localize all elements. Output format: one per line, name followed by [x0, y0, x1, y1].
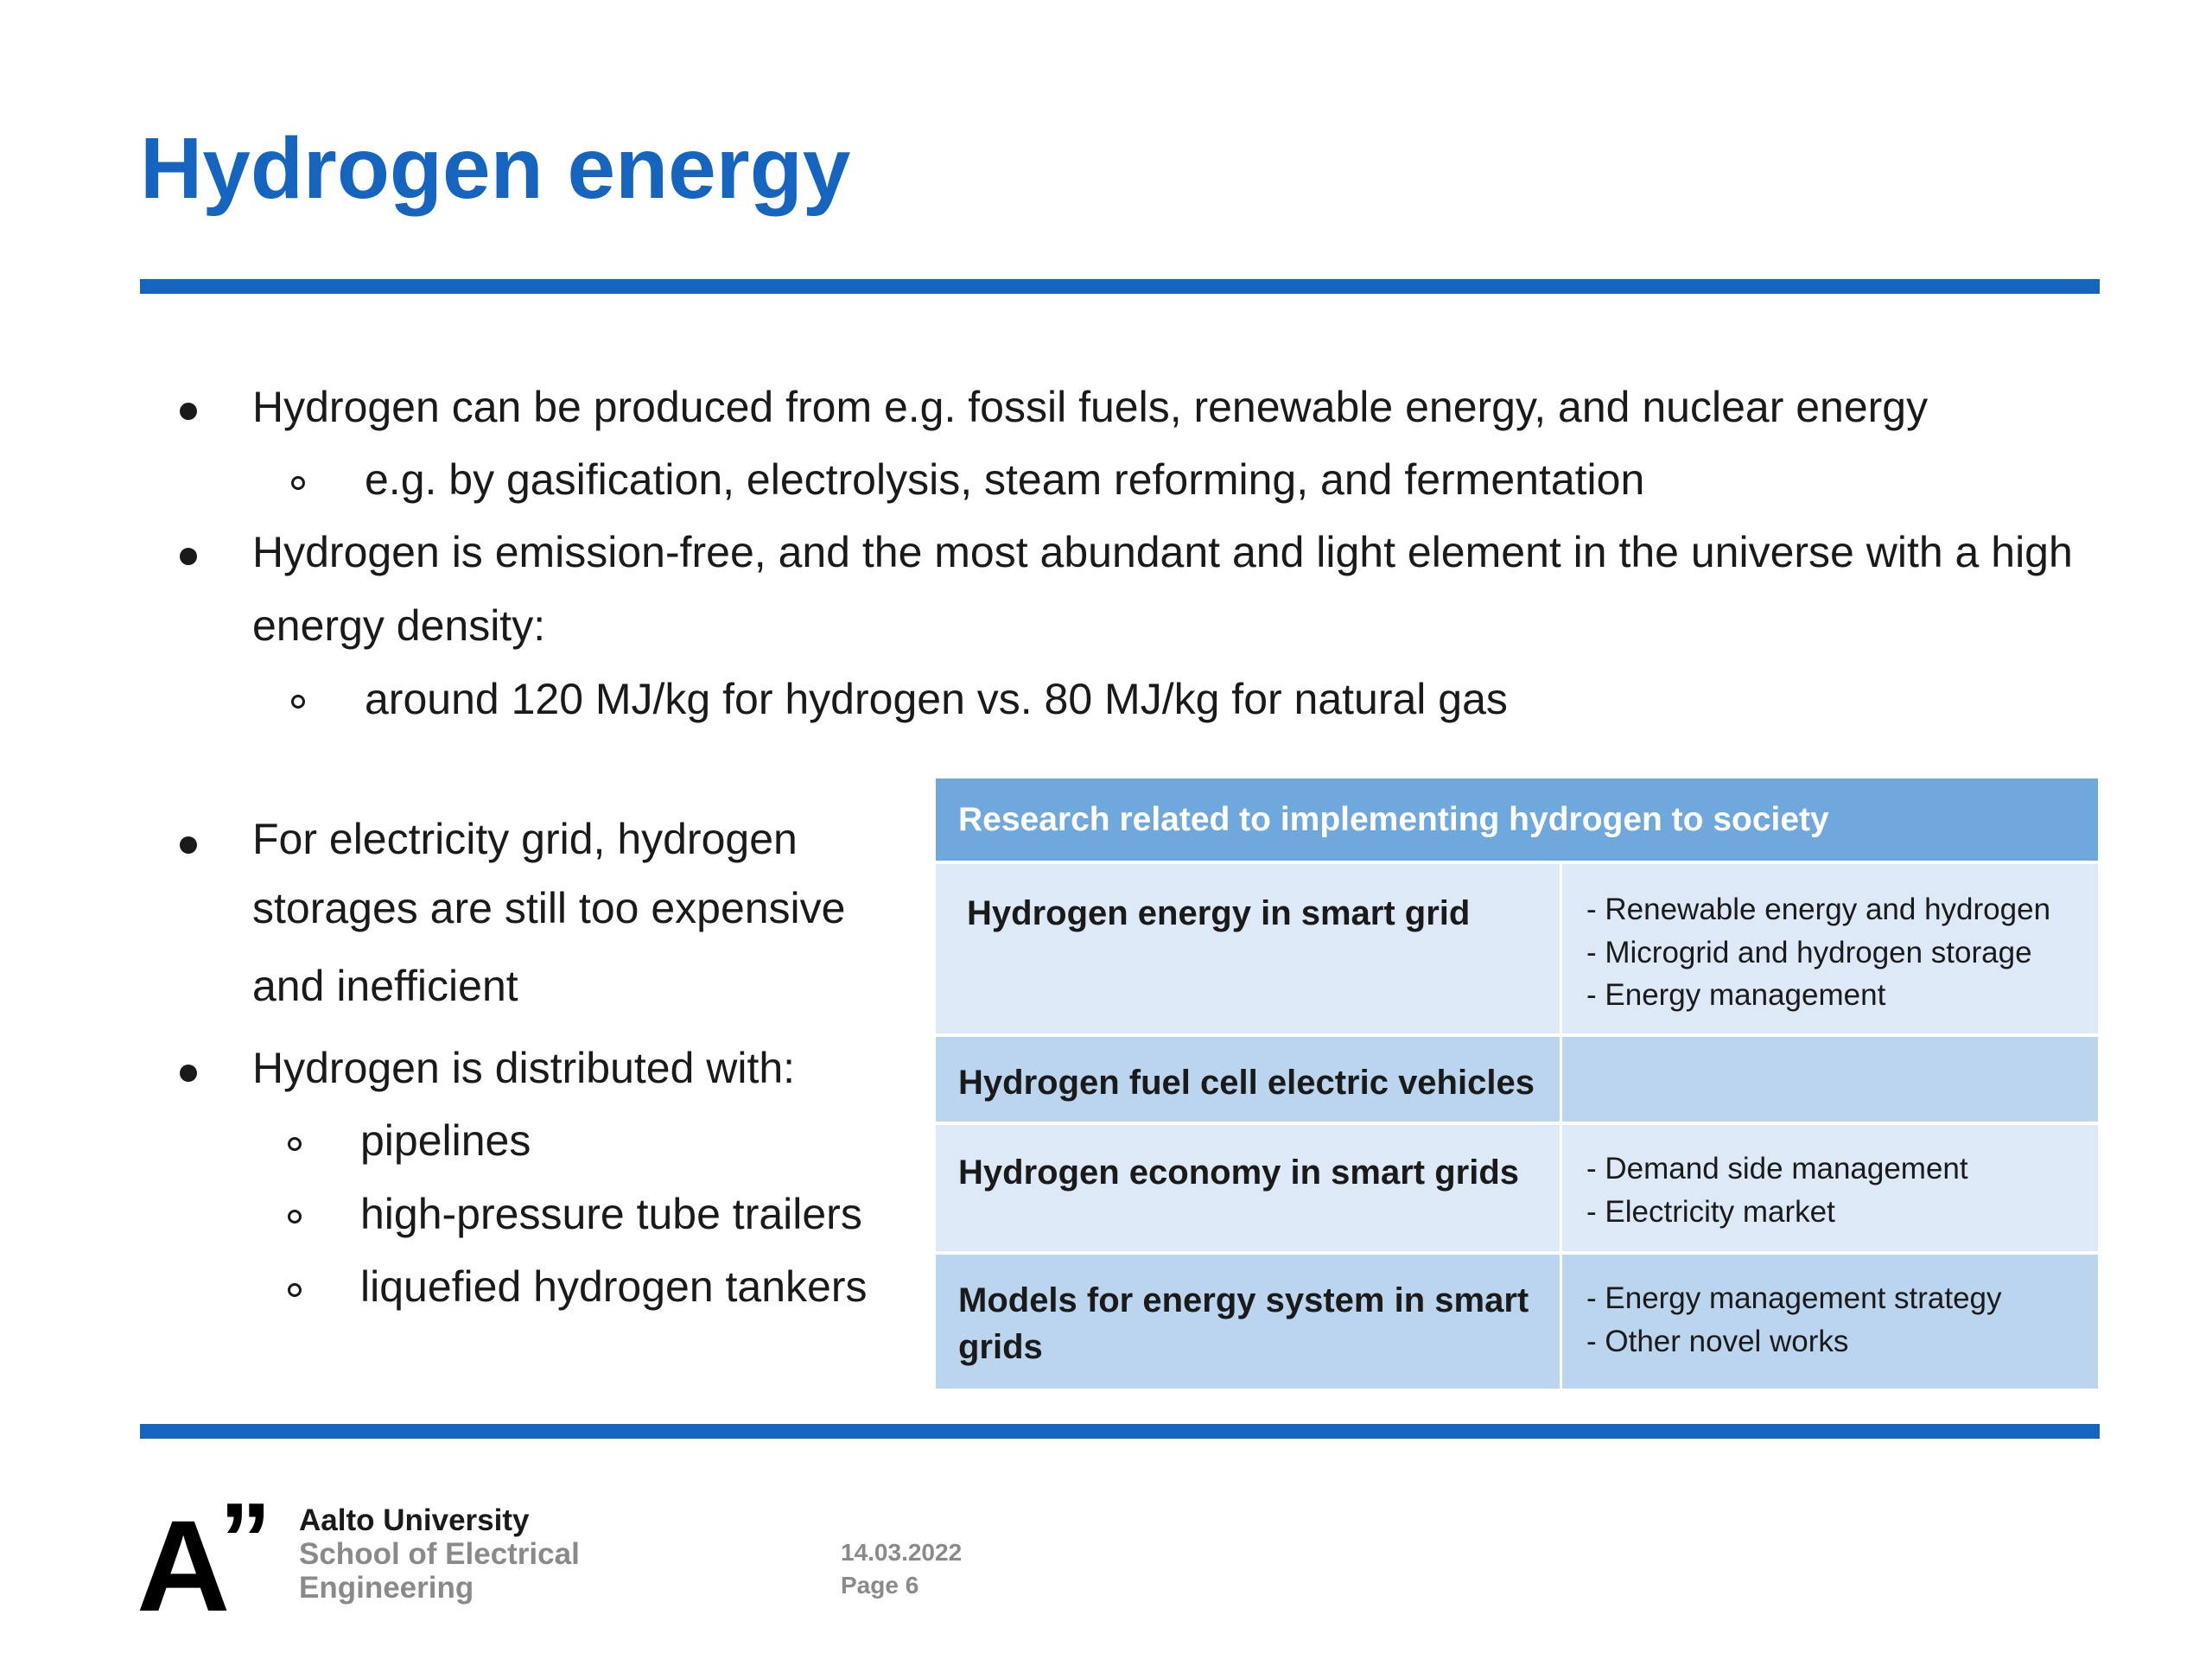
slide-meta — [841, 1536, 962, 1601]
university-title: Aalto University — [299, 1503, 530, 1537]
title-divider — [140, 279, 2100, 294]
bullet-emission-free-line2: energy density: — [252, 601, 546, 650]
row-topic: Hydrogen fuel cell electric vehicles — [958, 1064, 1535, 1102]
logo-letter: A — [137, 1493, 231, 1638]
row-topic: Hydrogen energy in smart grid — [967, 894, 1471, 932]
method-tankers: liquefied hydrogen tankers — [360, 1262, 868, 1311]
table-row — [936, 1255, 2098, 1389]
method-pipelines: pipelines — [360, 1116, 531, 1165]
slide-title: Hydrogen energy — [140, 120, 851, 217]
row-item: - Demand side management — [1586, 1152, 1968, 1185]
page-number: Page 6 — [841, 1571, 919, 1599]
footer-divider — [140, 1424, 2100, 1439]
row-item: - Electricity market — [1586, 1194, 1835, 1229]
row-item: - Microgrid and hydrogen storage — [1586, 935, 2032, 969]
row-topic: Hydrogen economy in smart grids — [958, 1154, 1520, 1192]
row-topic-line1: Models for energy system in smart — [958, 1281, 1529, 1319]
row-item: - Renewable energy and hydrogen — [1586, 893, 2051, 926]
school-line2: Engineering — [299, 1571, 474, 1605]
bullet-production: Hydrogen can be produced from e.g. fossil fuels, renewable energy, and nuclear energy — [252, 383, 1929, 431]
bullet-ring — [288, 1137, 302, 1151]
bullet-grid-line1: For electricity grid, hydrogen — [252, 815, 798, 863]
bullet-dot — [180, 548, 197, 565]
bullet-grid-line3: and inefficient — [252, 962, 518, 1010]
research-table-title: Research related to implementing hydrogen to society — [958, 800, 1829, 838]
bullet-emission-free-line1: Hydrogen is emission-free, and the most abundant and light element in the universe with a high — [252, 528, 2073, 576]
bullet-dot — [180, 1065, 197, 1082]
bullet-dot — [180, 403, 197, 420]
method-tube-trailers: high-pressure tube trailers — [360, 1190, 862, 1238]
row-item: - Energy management strategy — [1586, 1281, 2002, 1315]
row-item: - Other novel works — [1586, 1324, 1849, 1358]
bullet-grid-line2: storages are still too expensive — [252, 884, 846, 932]
research-table-header — [936, 779, 2098, 861]
logo-quote-mark: ” — [219, 1482, 271, 1598]
row-topic-line2: grids — [958, 1328, 1043, 1366]
table-row — [936, 864, 2098, 1033]
bullet-dot — [180, 836, 197, 854]
bullet-ring — [288, 1210, 302, 1224]
bullet-ring — [291, 695, 305, 709]
table-row — [936, 1125, 2098, 1251]
table-row — [936, 1037, 2098, 1122]
row-items — [1560, 1125, 2098, 1251]
row-items-empty — [1560, 1037, 2098, 1122]
university-name — [299, 1503, 580, 1605]
row-item: - Energy management — [1586, 978, 1886, 1013]
bullet-production-methods: e.g. by gasification, electrolysis, steam reforming, and fermentation — [365, 455, 1645, 504]
row-items — [1560, 1255, 2098, 1389]
slide-date: 14.03.2022 — [841, 1539, 963, 1566]
bullet-ring — [291, 476, 305, 490]
bullet-ring — [288, 1283, 302, 1297]
bullet-energy-density: around 120 MJ/kg for hydrogen vs. 80 MJ/kg for natural gas — [365, 675, 1508, 723]
row-items — [1560, 864, 2098, 1033]
row-topic — [936, 1255, 1560, 1389]
bullet-distributed: Hydrogen is distributed with: — [252, 1044, 796, 1092]
school-line1: School of Electrical — [299, 1537, 580, 1572]
